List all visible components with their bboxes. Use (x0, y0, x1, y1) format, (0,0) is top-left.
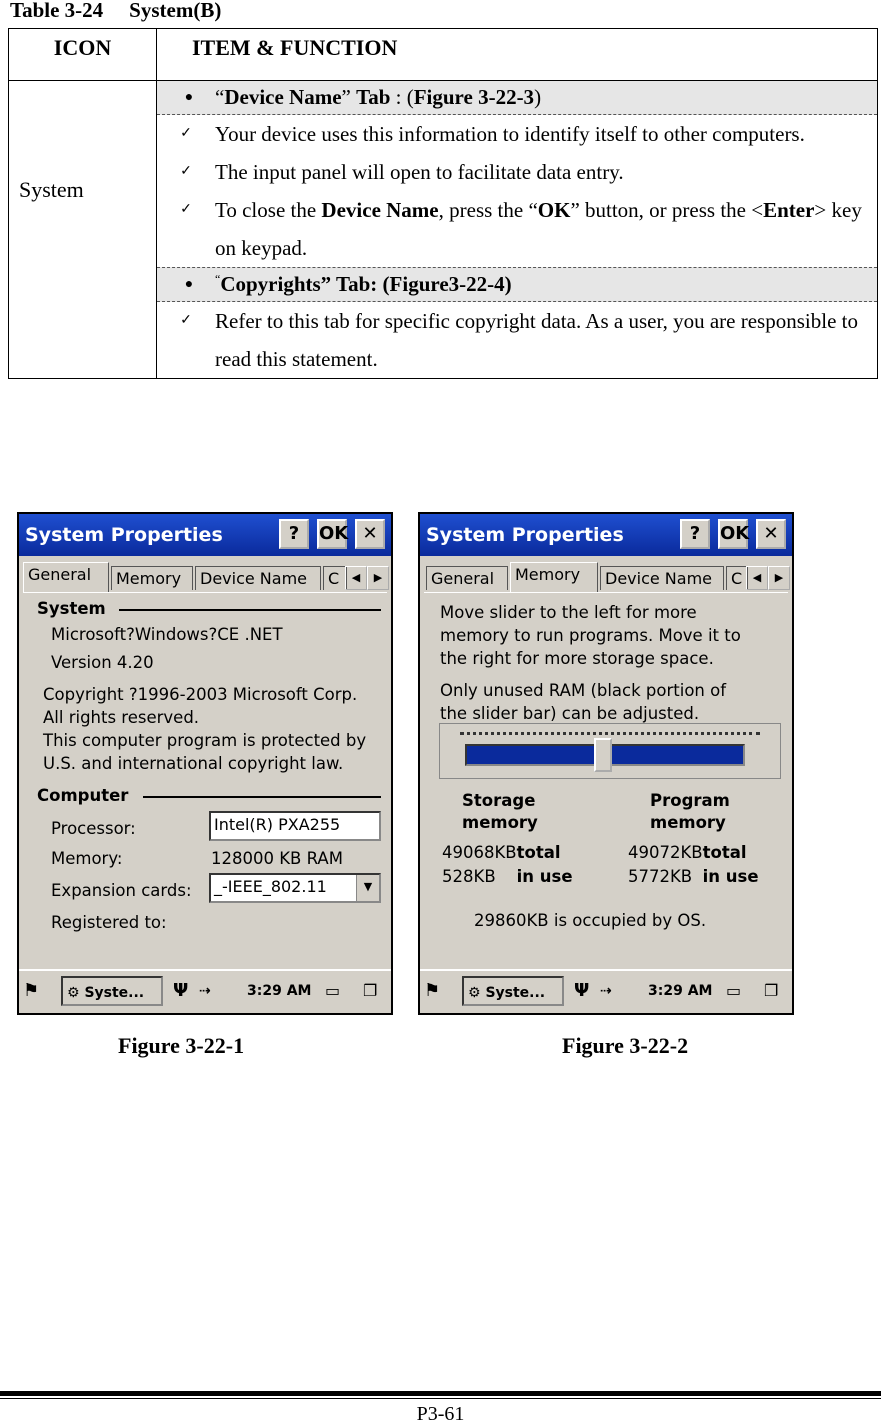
list-item: ✓ To close the Device Name, press the “OK” button, or press the <Enter> key on keypad. (157, 191, 877, 267)
check-icon: ✓ (180, 126, 192, 141)
header-icon: ICON (9, 29, 157, 81)
tab-memory[interactable]: Memory (111, 566, 193, 590)
start-icon[interactable]: ⚑ (424, 980, 441, 1001)
clock[interactable]: 3:29 AM (247, 983, 312, 999)
tab-copyrights[interactable]: C (323, 566, 347, 590)
header-item-function: ITEM & FUNCTION (157, 29, 878, 81)
window-title: System Properties (426, 524, 624, 546)
footer-rule (0, 1391, 881, 1396)
check-icon: ✓ (180, 202, 192, 217)
close-button[interactable]: ✕ (756, 519, 786, 549)
program-label: Program (650, 791, 730, 810)
program-label: memory (650, 813, 726, 832)
program-in-use: 5772KB in use (628, 867, 759, 886)
band-device-name-text: “Device Name” Tab : (Figure 3-22-3) (215, 85, 542, 109)
list-item: ✓ The input panel will open to facilitate data entry. (157, 153, 877, 191)
ok-button[interactable]: OK (317, 519, 347, 549)
tab-strip (424, 562, 790, 592)
help-text: the slider bar) can be adjusted. (440, 704, 700, 723)
copyright-line: All rights reserved. (43, 708, 200, 727)
signal-icon[interactable]: Ψ (173, 980, 189, 1001)
list-item: ✓ Your device uses this information to identify itself to other computers. (157, 115, 877, 153)
copyright-line: Copyright ?1996-2003 Microsoft Corp. (43, 685, 358, 704)
taskbar (420, 969, 792, 1013)
memory-value: 128000 KB RAM (211, 849, 343, 868)
storage-total: 49068KBtotal (442, 843, 561, 862)
chevron-down-icon[interactable]: ▼ (356, 875, 379, 901)
table-caption (10, 0, 221, 23)
list-item: ✓ Refer to this tab for specific copyright data. As a user, you are responsible to read this statement. (157, 302, 877, 378)
window-title: System Properties (25, 524, 223, 546)
ok-button[interactable]: OK (718, 519, 748, 549)
network-icon[interactable]: ⇢ (600, 983, 612, 999)
storage-in-use: 528KB in use (442, 867, 573, 886)
slider-thumb[interactable] (594, 738, 612, 772)
left-arrow-icon[interactable]: ◀ (345, 566, 367, 590)
program-total: 49072KBtotal (628, 843, 747, 862)
tab-copyrights[interactable]: C (726, 566, 748, 590)
tab-scroll[interactable] (746, 566, 790, 590)
tab-general[interactable]: General (426, 566, 508, 590)
left-arrow-icon[interactable]: ◀ (746, 566, 768, 590)
input-panel-icon[interactable]: ▭ (726, 981, 742, 1000)
copyright-line: U.S. and international copyright law. (43, 754, 344, 773)
footer-rule (0, 1398, 881, 1399)
help-button[interactable]: ? (680, 519, 710, 549)
close-button[interactable]: ✕ (355, 519, 385, 549)
taskbar (19, 969, 391, 1013)
band-copyrights: ● “Copyrights” Tab: (Figure3-22-4) (157, 267, 877, 302)
memory-pane (424, 592, 788, 969)
screenshot-general-tab (17, 512, 393, 1015)
section-system: System (37, 599, 106, 618)
table-number: Table 3-24 (10, 0, 104, 22)
help-button[interactable]: ? (279, 519, 309, 549)
app-icon: ⚙ (67, 985, 80, 1001)
section-computer: Computer (37, 786, 129, 805)
row-label-system: System (9, 81, 157, 379)
help-text: the right for more storage space. (440, 649, 714, 668)
registered-label: Registered to: (51, 913, 167, 932)
processor-label: Processor: (51, 819, 136, 838)
help-text: Only unused RAM (black portion of (440, 681, 727, 700)
spec-table (8, 28, 878, 379)
right-arrow-icon[interactable]: ▶ (367, 566, 389, 590)
os-memory: 29860KB is occupied by OS. (474, 911, 707, 930)
desktop-icon[interactable]: ❐ (764, 981, 779, 1000)
signal-icon[interactable]: Ψ (574, 980, 590, 1001)
general-pane (23, 592, 387, 969)
input-panel-icon[interactable]: ▭ (325, 981, 341, 1000)
check-icon: ✓ (180, 164, 192, 179)
screenshot-memory-tab (418, 512, 794, 1015)
os-name: Microsoft?Windows?CE .NET (51, 625, 283, 644)
band-device-name (157, 81, 877, 115)
tab-strip (23, 562, 389, 592)
expansion-label: Expansion cards: (51, 881, 192, 900)
memory-label: Memory: (51, 849, 123, 868)
network-icon[interactable]: ⇢ (199, 983, 211, 999)
copyright-line: This computer program is protected by (43, 731, 367, 750)
processor-value: Intel(R) PXA255 (209, 811, 381, 841)
tab-device-name[interactable]: Device Name (600, 566, 724, 590)
divider (119, 609, 381, 611)
tab-general[interactable]: General (23, 562, 109, 592)
tab-device-name[interactable]: Device Name (195, 566, 321, 590)
storage-label: Storage (462, 791, 536, 810)
figure-caption: Figure 3-22-1 (118, 1033, 245, 1058)
bullet-icon: ● (184, 276, 194, 292)
tab-memory[interactable]: Memory (510, 562, 598, 592)
start-icon[interactable]: ⚑ (23, 980, 40, 1001)
app-icon: ⚙ (468, 985, 481, 1001)
os-version: Version 4.20 (51, 653, 154, 672)
task-button[interactable]: ⚙ Syste... (462, 976, 564, 1006)
right-arrow-icon[interactable]: ▶ (768, 566, 790, 590)
expansion-cards-select[interactable]: _-IEEE_802.11 ▼ (209, 873, 381, 903)
memory-slider[interactable] (439, 723, 781, 779)
task-button[interactable]: ⚙ Syste... (61, 976, 163, 1006)
clock[interactable]: 3:29 AM (648, 983, 713, 999)
table-title: System(B) (129, 0, 222, 22)
check-icon: ✓ (180, 313, 192, 328)
desktop-icon[interactable]: ❐ (363, 981, 378, 1000)
tab-scroll[interactable] (345, 566, 389, 590)
bullet-icon: ● (184, 89, 194, 105)
help-text: Move slider to the left for more (440, 603, 697, 622)
divider (143, 796, 381, 798)
function-cell (157, 81, 878, 379)
help-text: memory to run programs. Move it to (440, 626, 741, 645)
figure-caption: Figure 3-22-2 (562, 1033, 689, 1058)
storage-label: memory (462, 813, 538, 832)
page-number: P3-61 (416, 1403, 465, 1425)
